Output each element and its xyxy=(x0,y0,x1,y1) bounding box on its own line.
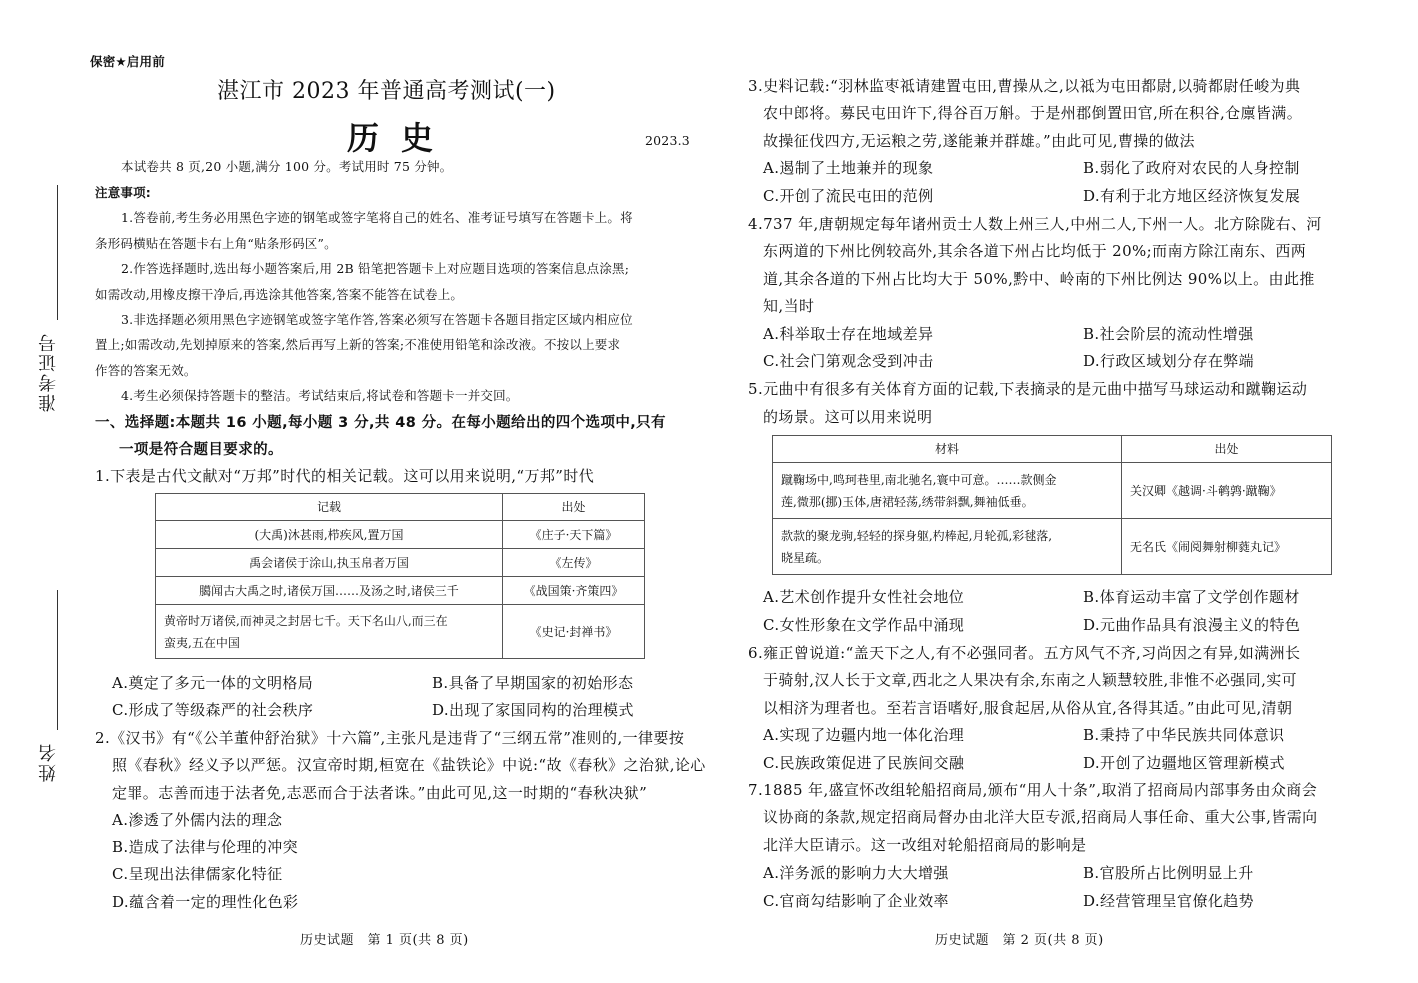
q4-option-d[interactable]: D.行政区域划分存在弊端 xyxy=(1083,352,1255,370)
exam-info: 本试卷共 8 页,20 小题,满分 100 分。考试用时 75 分钟。 xyxy=(121,159,453,174)
q2-option-b[interactable]: B.造成了法律与伦理的冲突 xyxy=(112,838,298,856)
page-footer-left: 历史试题 第 1 页(共 8 页) xyxy=(300,933,469,948)
q6-option-b[interactable]: B.秉持了中华民族共同体意识 xyxy=(1083,726,1285,744)
q5-option-a[interactable]: A.艺术创作提升女性社会地位 xyxy=(763,588,965,606)
q4-stem: 4.737 年,唐朝规定每年诸州贡士人数上州三人,中州二人,下州一人。北方除陇右、河 xyxy=(748,215,1322,233)
margin-rule-top xyxy=(57,185,58,320)
exam-number-label: 准考证号 xyxy=(38,332,59,412)
q7-option-b[interactable]: B.官股所占比例明显上升 xyxy=(1083,864,1254,882)
q7-stem: 北洋大臣请示。这一改组对轮船招商局的影响是 xyxy=(763,836,1087,854)
q2-option-c[interactable]: C.呈现出法律儒家化特征 xyxy=(112,865,283,883)
q3-stem: 3.史料记载:“羽林监枣祗请建置屯田,曹操从之,以祗为屯田都尉,以骑都尉任峻为典 xyxy=(748,77,1301,95)
confidential-mark: 保密★启用前 xyxy=(90,54,165,69)
q2-option-d[interactable]: D.蕴含着一定的理性化色彩 xyxy=(112,893,299,911)
table-header: 出处 xyxy=(1122,436,1332,463)
q5-option-c[interactable]: C.女性形象在文学作品中涌现 xyxy=(763,616,965,634)
table-cell: 《庄子·天下篇》 xyxy=(503,521,645,549)
q6-stem: 以相济为理者也。至若言语嗜好,服食起居,从俗从宜,各得其适。”由此可见,清朝 xyxy=(763,699,1293,717)
q7-option-c[interactable]: C.官商勾结影响了企业效率 xyxy=(763,892,949,910)
q3-option-a[interactable]: A.遏制了土地兼并的现象 xyxy=(763,159,934,177)
q4-stem: 道,其余各道的下州占比均大于 50%,黔中、岭南的下州比例达 90%以上。由此推 xyxy=(763,270,1315,288)
table-header: 材料 xyxy=(773,436,1122,463)
page-footer-right: 历史试题 第 2 页(共 8 页) xyxy=(935,933,1104,948)
table-header: 出处 xyxy=(503,494,645,521)
table-cell: 《史记·封禅书》 xyxy=(503,605,645,659)
table-cell: 臈闻古大禹之时,诸侯万国……及汤之时,诸侯三千 xyxy=(156,577,503,605)
name-label: 姓名 xyxy=(38,742,59,782)
q6-option-a[interactable]: A.实现了边疆内地一体化治理 xyxy=(763,726,965,744)
q1-option-d[interactable]: D.出现了家国同构的治理模式 xyxy=(432,701,634,719)
q6-option-c[interactable]: C.民族政策促进了民族间交融 xyxy=(763,754,965,772)
q2-option-a[interactable]: A.渗透了外儒内法的理念 xyxy=(112,811,283,829)
table-cell: 关汉卿《越调·斗鹌鹑·蹴鞠》 xyxy=(1122,463,1332,519)
q6-option-d[interactable]: D.开创了边疆地区管理新模式 xyxy=(1083,754,1285,772)
notes-line: 1.答卷前,考生务必用黑色字迹的钢笔或签字笔将自己的姓名、准考证号填写在答题卡上。将 xyxy=(121,210,633,225)
table-cell: 禹会诸侯于涂山,执玉帛者万国 xyxy=(156,549,503,577)
notes-line: 4.考生必须保持答题卡的整洁。考试结束后,将试卷和答题卡一并交回。 xyxy=(121,388,519,403)
notes-line: 如需改动,用橡皮擦干净后,再选涂其他答案,答案不能答在试卷上。 xyxy=(95,287,464,302)
notes-line: 条形码横贴在答题卡右上角“贴条形码区”。 xyxy=(95,236,337,251)
section-heading: 一、选择题:本题共 16 小题,每小题 3 分,共 48 分。在每小题给出的四个选项中,只有 xyxy=(95,415,666,431)
q4-stem: 知,当时 xyxy=(763,297,815,315)
q1-option-b[interactable]: B.具备了早期国家的初始形态 xyxy=(432,674,634,692)
q3-option-d[interactable]: D.有利于北方地区经济恢复发展 xyxy=(1083,187,1301,205)
q1-option-a[interactable]: A.奠定了多元一体的文明格局 xyxy=(112,674,314,692)
subject-title: 历史 xyxy=(347,119,456,157)
table-cell-multiline: 蹴鞠场中,鸣珂巷里,南北驰名,寰中可意。……款侧金 莲,微那(挪)玉体,唐裙轻荡,绣带斜飘,舞袖低垂。 xyxy=(773,463,1122,519)
notes-line: 置上;如需改动,先划掉原来的答案,然后再写上新的答案;不准使用铅笔和涂改液。不按以上要求 xyxy=(95,337,621,352)
q2-stem: 定罪。志善而违于法者免,志恶而合于法者诛。”由此可见,这一时期的“春秋决狱” xyxy=(112,784,648,802)
notes-title: 注意事项: xyxy=(95,185,151,200)
q3-stem: 农中郎将。募民屯田许下,得谷百万斛。于是州郡倒置田官,所在积谷,仓廪皆满。 xyxy=(763,104,1303,122)
q2-stem: 2.《汉书》有“《公羊董仲舒治狱》十六篇”,主张凡是违背了“三纲五常”准则的,一律要按 xyxy=(95,729,685,747)
table-cell: 《战国策·齐策四》 xyxy=(503,577,645,605)
q4-option-c[interactable]: C.社会门第观念受到冲击 xyxy=(763,352,934,370)
q7-option-d[interactable]: D.经营管理呈官僚化趋势 xyxy=(1083,892,1255,910)
q1-table xyxy=(155,493,645,659)
q2-stem: 照《春秋》经义予以严惩。汉宣帝时期,桓宽在《盐铁论》中说:“故《春秋》之治狱,论心 xyxy=(112,756,706,774)
q4-option-a[interactable]: A.科举取士存在地域差异 xyxy=(763,325,934,343)
margin-rule-middle xyxy=(57,590,58,730)
table-cell: (大禹)沐甚雨,栉疾风,置万国 xyxy=(156,521,503,549)
q7-stem: 7.1885 年,盛宣怀改组轮船招商局,颁布“用人十条”,取消了招商局内部事务由众商会 xyxy=(748,781,1318,799)
table-cell-multiline: 款款的聚龙驹,轻轻的探身躯,杓棒起,月轮孤,彩毬落, 晓星疏。 xyxy=(773,519,1122,575)
exam-date: 2023.3 xyxy=(645,133,690,148)
q6-stem: 于骑射,汉人长于文章,西北之人果决有余,东南之人颖慧较胜,非惟不必强同,实可 xyxy=(763,671,1298,689)
table-cell: 《左传》 xyxy=(503,549,645,577)
q4-stem: 东两道的下州比例较高外,其余各道下州占比均低于 20%;而南方除江南东、西两 xyxy=(763,242,1307,260)
notes-line: 作答的答案无效。 xyxy=(95,363,197,378)
table-cell-multiline: 黄帝时万诸侯,而神灵之封居七千。天下名山八,而三在 蛮夷,五在中国 xyxy=(156,605,503,659)
table-header: 记载 xyxy=(156,494,503,521)
q5-stem: 的场景。这可以用来说明 xyxy=(763,408,933,426)
notes-line: 2.作答选择题时,选出每小题答案后,用 2B 铅笔把答题卡上对应题目选项的答案信息点涂黑; xyxy=(121,261,630,276)
exam-title: 湛江市 2023 年普通高考测试(一) xyxy=(217,79,556,104)
section-heading-cont: 一项是符合题目要求的。 xyxy=(119,442,283,458)
q6-stem: 6.雍正曾说道:“盖天下之人,有不必强同者。五方风气不齐,习尚因之有异,如满洲长 xyxy=(748,644,1301,662)
table-cell: 无名氏《闹阅舞射柳蕤丸记》 xyxy=(1122,519,1332,575)
q3-stem: 故操征伐四方,无运粮之劳,遂能兼并群雄。”由此可见,曹操的做法 xyxy=(763,132,1195,150)
q1-option-c[interactable]: C.形成了等级森严的社会秩序 xyxy=(112,701,314,719)
q3-option-c[interactable]: C.开创了流民屯田的范例 xyxy=(763,187,934,205)
q3-option-b[interactable]: B.弱化了政府对农民的人身控制 xyxy=(1083,159,1300,177)
q5-option-b[interactable]: B.体育运动丰富了文学创作题材 xyxy=(1083,588,1300,606)
notes-line: 3.非选择题必须用黑色字迹钢笔或签字笔作答,答案必须写在答题卡各题目指定区域内相应位 xyxy=(121,312,633,327)
q4-option-b[interactable]: B.社会阶层的流动性增强 xyxy=(1083,325,1254,343)
q1-stem: 1.下表是古代文献对“万邦”时代的相关记载。这可以用来说明,“万邦”时代 xyxy=(95,467,595,485)
q7-option-a[interactable]: A.洋务派的影响力大大增强 xyxy=(763,864,949,882)
q5-option-d[interactable]: D.元曲作品具有浪漫主义的特色 xyxy=(1083,616,1301,634)
q7-stem: 议协商的条款,规定招商局督办由北洋大臣专派,招商局人事任命、重大公事,皆需向 xyxy=(763,808,1318,826)
q5-stem: 5.元曲中有很多有关体育方面的记载,下表摘录的是元曲中描写马球运动和蹴鞠运动 xyxy=(748,380,1308,398)
q5-table xyxy=(772,435,1332,575)
